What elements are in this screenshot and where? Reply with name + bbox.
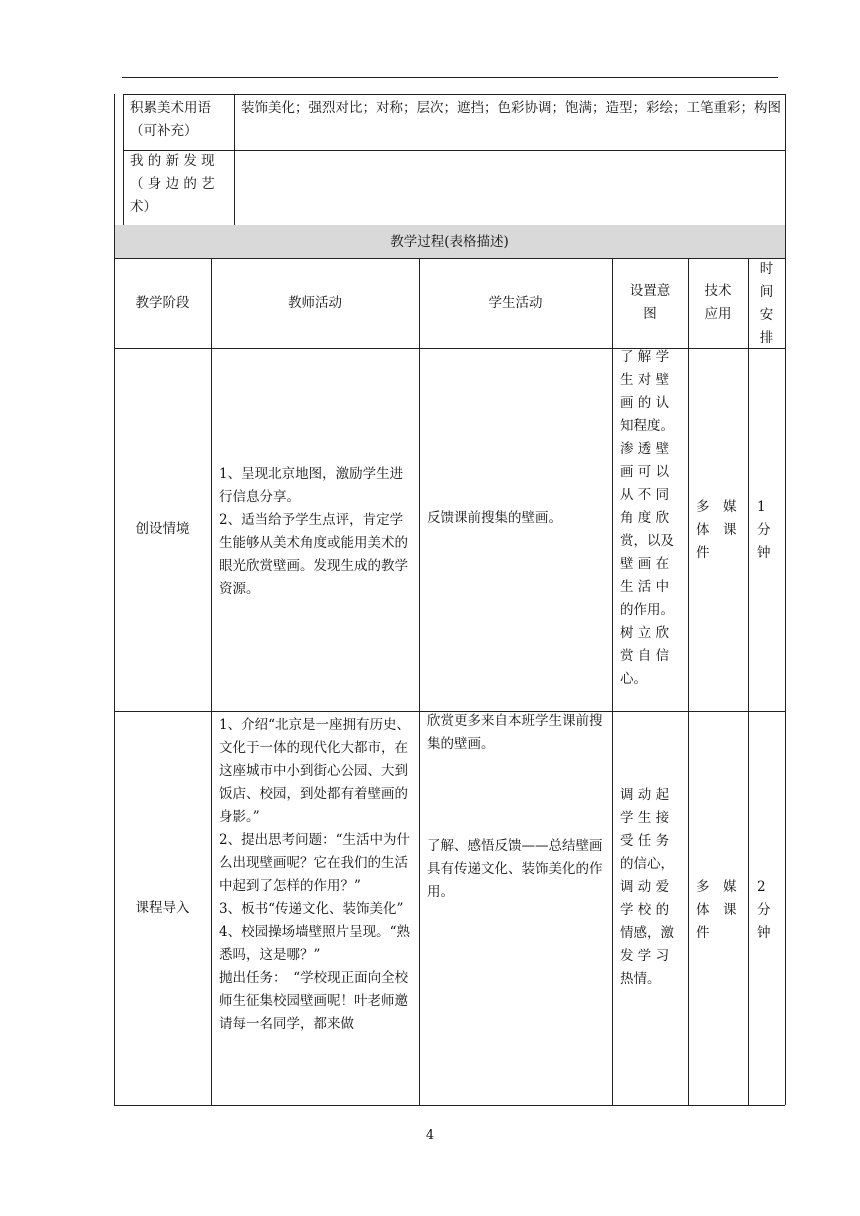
table-border xyxy=(419,258,420,1105)
table-border xyxy=(785,225,786,1105)
table-border xyxy=(114,258,785,259)
header-stage: 教学阶段 xyxy=(135,295,190,311)
table-border xyxy=(612,258,613,1105)
new-discovery-label: 我 的 新 发 现 （ 身 边 的 艺 术） xyxy=(130,153,215,215)
row2-intent: 调 动 起 学 生 接 受 任 务 的信心， 调 动 爱 学 校 的 情感，激 发 学 习 热情。 xyxy=(620,787,674,987)
header-tech: 技术 应用 xyxy=(704,283,732,322)
table-border xyxy=(114,225,115,1105)
table-border xyxy=(114,94,115,225)
header-student: 学生活动 xyxy=(488,295,543,311)
row2-teacher: 1、介绍“北京是一座拥有历史、文化于一体的现代化大都市，在这座城市中小到街心公园、大到饭店、校园，到处都有着壁画的身影。” 2、提出思考问题：“生活中为什么出现壁画呢？它在我们的生活中起到了怎样的作用？” 3、板书“传递文化、装饰美化” 4、校园操场墙壁照片呈现。“熟悉吗，这是哪？” 抛出任务： “学校现正面向全校师生征集校园壁画呢！叶老师邀请每一名同学，都来做 xyxy=(219,717,410,1032)
header-rule xyxy=(122,77,778,78)
table-border xyxy=(211,258,212,1105)
header-teacher: 教师活动 xyxy=(288,295,342,311)
row2-stage: 课程导入 xyxy=(135,900,190,916)
header-time: 时 间 安 排 xyxy=(759,261,774,346)
table-border xyxy=(748,258,749,1105)
table-border xyxy=(123,94,124,225)
row2-time: 2 分 钟 xyxy=(757,879,771,941)
header-intent: 设置意 图 xyxy=(629,283,671,322)
row1-teacher: 1、呈现北京地图，激励学生进行信息分享。 2、适当给予学生点评，肯定学生能够从美术角度或能用美术的眼光欣赏壁画。发现生成的教学资源。 xyxy=(219,466,408,597)
row2-tech: 多 媒 体 课 件 xyxy=(696,879,737,941)
row1-tech: 多 媒 体 课 件 xyxy=(696,499,737,561)
table-border xyxy=(114,1105,785,1106)
table-border xyxy=(688,258,689,1105)
row2-student-a: 欣赏更多来自本班学生课前搜集的壁画。 xyxy=(427,713,603,752)
art-terms-value: 装饰美化；强烈对比；对称；层次；遮挡；色彩协调；饱满；造型；彩绘；工笔重彩；构图 xyxy=(241,100,781,116)
section-title: 教学过程(表格描述) xyxy=(390,234,509,250)
row1-stage: 创设情境 xyxy=(135,521,190,537)
row1-student: 反馈课前搜集的壁画。 xyxy=(427,510,562,526)
art-terms-label: 积累美术用语 （可补充） xyxy=(130,100,211,139)
row1-intent: 了 解 学 生 对 壁 画 的 认 知程度。 渗 透 壁 画 可 以 从 不 同 角 度 欣 赏，以及 壁 画 在 生 活 中 的作用。 树 立 欣 赏 自 信 心。 xyxy=(620,349,674,687)
table-border xyxy=(234,94,235,225)
table-border xyxy=(123,94,785,95)
row2-student-b: 了解、感悟反馈——总结壁画具有传递文化、装饰美化的作用。 xyxy=(427,838,603,900)
row1-time: 1 分 钟 xyxy=(757,499,771,561)
page-number: 4 xyxy=(425,1128,435,1143)
